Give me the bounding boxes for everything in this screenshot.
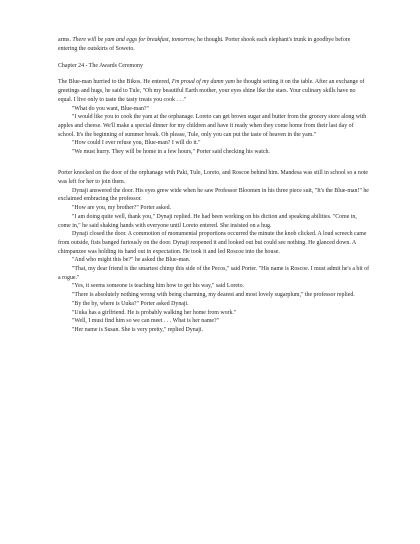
- section1-paragraph-2: "What do you want, Blue-man?": [72, 105, 149, 112]
- section1-paragraph-5: "We must hurry. They will be home in a few hours," Porter said checking his watch.: [72, 149, 270, 156]
- section2-paragraph-2: Dynaji answered the door. His eyes grew wide when he saw Professor Bloomen in his three piece suit, "It's the Blue-man!" he exclaimed embracing the professor.: [58, 187, 369, 203]
- section2-paragraph-1: Porter knocked on the door of the orphanage with Paki, Tule, Loreto, and Roscoe behind him. Mandesa was still in school so a note was left for her to join them.: [58, 170, 369, 186]
- chapter-heading: Chapter 24 - The Awards Ceremony: [58, 62, 143, 69]
- section1-paragraph-1: [58, 78, 370, 104]
- opening-post: he thought. Porter shook each elephant's trunk in goodbye before entering the outskirts of Soweto.: [58, 37, 351, 52]
- section2-paragraph-11: "Uuka has a girlfriend. He is probably walking her home from work.": [72, 309, 237, 316]
- section2-paragraph-9: "There is absolutely nothing wrong with being charming, my dearest and most lovely sugarplum," the professor replied.: [72, 292, 355, 299]
- section2-paragraph-7: "That, my dear friend is the smartest chimp this side of the Pecos," said Porter. "His name is Roscoe. I must admit he's a bit of a rogue.": [58, 266, 370, 281]
- book-page: [58, 36, 370, 335]
- section2-paragraph-3: "How are you, my brother?" Porter asked.: [72, 205, 172, 212]
- section2-paragraph-13: "Her name is Susan. She is very pretty," replied Dynaji.: [72, 326, 204, 333]
- section2-paragraph-6: "And who might this be?" he asked the Blue-man.: [72, 257, 191, 264]
- section1-p1-italic-thought: I'm proud of my damn yam: [171, 79, 235, 86]
- opening-paragraph: [58, 36, 370, 53]
- section1-p1-post: he thought setting it on the table. After an exchange of greetings and hugs, he said to Tule, "Oh my beautiful Earth mother, your eyes shine like the stars. Your culinary skills have no equal. I live only to taste the tasty treats you cook . . .": [58, 79, 365, 103]
- opening-pre: arms.: [58, 37, 73, 43]
- opening-italic-thought: There will be yam and eggs for breakfast, tomorrow,: [72, 37, 196, 43]
- section1-paragraph-3: "I would like you to cook the yam at the orphanage. Loreto can get brown sugar and butter from the grocery store along with apples and cheese. We'll make a special dinner for my children and have it ready when they come home from their last day of school. It's the beginning of summer break. Oh please, Tule, only you can put the taste of heaven in the yam.": [58, 114, 367, 138]
- section1-paragraph-4: "How could I ever refuse you, Blue-man? I will do it.": [72, 140, 201, 147]
- section2-paragraph-4: "I am doing quite well, thank you," Dynaji replied. He had been working on his diction and speaking abilities. "Come in, come in," he said shaking hands with everyone until Loreto entered. She insisted on a hug.: [58, 213, 357, 229]
- section2-paragraph-10: "By the by, where is Uuka?" Porter asked Dynaji.: [72, 300, 189, 307]
- section2-paragraph-5: Dynaji closed the door. A commotion of monumental proportions occurred the minute the knob clicked. A loud screech came from outside, fists banged furiously on the door. Dynaji reopened it and looked out but could see nothing. He glanced down. A chimpanzee was holding its hand out in expectation. He took it and led Roscoe into the house.: [58, 231, 367, 255]
- section2-paragraph-12: "Well, I must find him so we can meet . . . What is her name?": [72, 318, 220, 325]
- section2-paragraph-8: "Yes, it seems someone is teaching him how to get his way," said Loreto.: [72, 283, 245, 290]
- section1-p1-pre: The Blue-man hurried to the Bikos. He entered,: [58, 79, 172, 86]
